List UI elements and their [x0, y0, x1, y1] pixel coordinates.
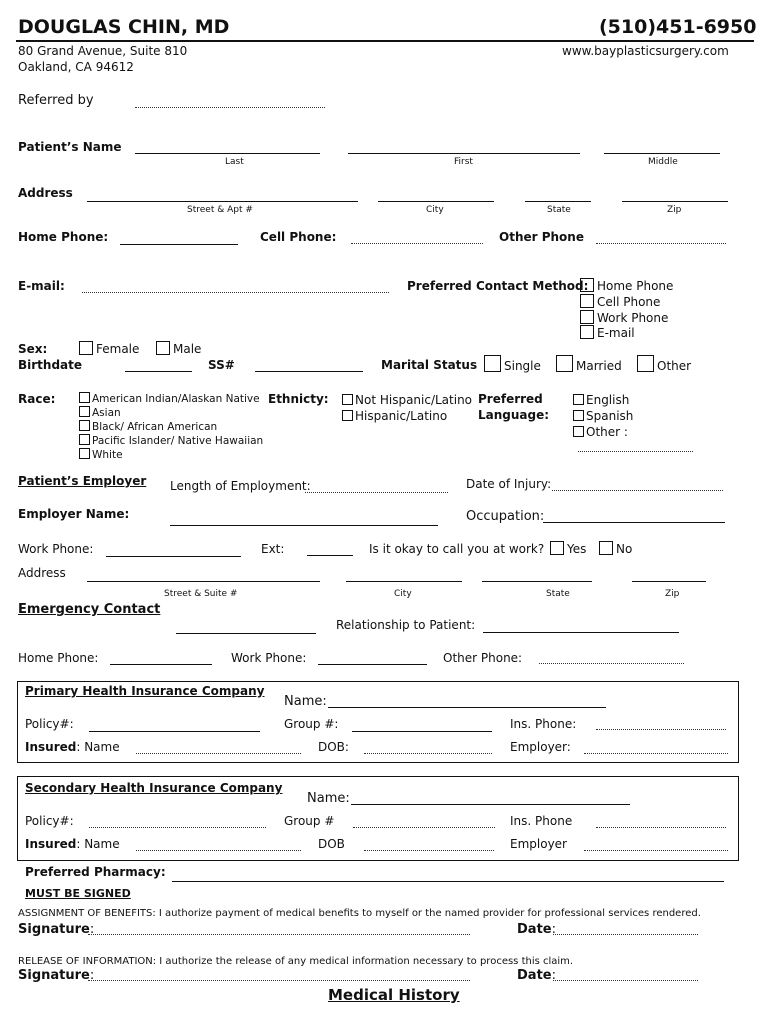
date-2-field[interactable] [553, 980, 698, 981]
secondary-dob-field[interactable] [364, 850, 494, 851]
checkbox-icon[interactable] [573, 426, 584, 437]
zip-field[interactable] [622, 201, 728, 202]
first-name-field[interactable] [348, 153, 580, 154]
marital-other-option[interactable]: Other [637, 355, 691, 373]
contact-option-work[interactable]: Work Phone [580, 310, 668, 325]
emergency-work-phone-field[interactable] [318, 664, 427, 665]
home-phone-field[interactable] [120, 244, 238, 245]
primary-dob-label: DOB: [318, 740, 349, 754]
ssn-label: SS# [208, 358, 235, 372]
primary-name-field[interactable] [328, 707, 606, 708]
checkbox-icon[interactable] [599, 541, 613, 555]
language-option-other[interactable]: Other : [573, 424, 633, 440]
emergency-home-phone-label: Home Phone: [18, 651, 99, 665]
ok-to-call-no[interactable]: No [599, 541, 632, 556]
checkbox-icon[interactable] [580, 278, 594, 292]
emergency-work-phone-label: Work Phone: [231, 651, 307, 665]
secondary-group-field[interactable] [353, 827, 495, 828]
referred-by-label: Referred by [18, 93, 94, 108]
ok-to-call-yes[interactable]: Yes [550, 541, 586, 556]
checkbox-icon[interactable] [573, 394, 584, 405]
checkbox-icon[interactable] [556, 355, 573, 372]
checkbox-icon[interactable] [79, 341, 93, 355]
employer-city-caption: City [394, 589, 412, 599]
state-field[interactable] [525, 201, 591, 202]
employer-city-field[interactable] [346, 581, 462, 582]
release-of-information-text: RELEASE OF INFORMATION: I authorize the release of any medical information necessary to process this claim. [18, 956, 574, 967]
ssn-field[interactable] [255, 371, 363, 372]
relationship-field[interactable] [483, 632, 679, 633]
middle-caption: Middle [648, 157, 678, 167]
other-phone-field[interactable] [596, 243, 726, 244]
primary-employer-field[interactable] [584, 753, 728, 754]
race-label: Race: [18, 392, 56, 406]
emergency-contact-heading: Emergency Contact [18, 602, 161, 617]
employer-state-caption: State [546, 589, 570, 599]
checkbox-icon[interactable] [580, 294, 594, 308]
secondary-group-label: Group # [284, 814, 335, 828]
checkbox-icon[interactable] [342, 394, 353, 405]
occupation-label: Occupation: [466, 509, 545, 524]
contact-option-email[interactable]: E-mail [580, 325, 635, 340]
last-name-field[interactable] [135, 153, 320, 154]
work-phone-label: Work Phone: [18, 542, 94, 556]
ok-to-call-label: Is it okay to call you at work? [369, 542, 545, 556]
race-option-pacific-islander[interactable]: Pacific Islander/ Native Hawaiian [79, 434, 263, 448]
ethnicity-option-not-hispanic[interactable]: Not Hispanic/Latino [342, 392, 472, 408]
primary-ins-phone-field[interactable] [596, 729, 726, 730]
date-of-injury-label: Date of Injury: [466, 477, 552, 491]
primary-policy-field[interactable] [89, 731, 260, 732]
last-caption: Last [225, 157, 244, 167]
race-option-asian[interactable]: Asian [79, 406, 263, 420]
primary-ins-phone-label: Ins. Phone: [510, 717, 577, 731]
doctor-name: DOUGLAS CHIN, MD [18, 16, 230, 38]
checkbox-icon[interactable] [573, 410, 584, 421]
header-rule [16, 40, 754, 42]
checkbox-icon[interactable] [580, 325, 594, 339]
emergency-home-phone-field[interactable] [110, 664, 212, 665]
office-phone: (510)451-6950 [599, 16, 757, 38]
preferred-label: Preferred [478, 392, 543, 406]
email-field[interactable] [82, 292, 389, 293]
middle-name-field[interactable] [604, 153, 720, 154]
ext-label: Ext: [261, 542, 285, 556]
date-2-label: Date: [517, 968, 556, 983]
cell-phone-label: Cell Phone: [260, 230, 337, 244]
street-field[interactable] [87, 201, 358, 202]
date-1-field[interactable] [553, 934, 698, 935]
employer-name-field[interactable] [170, 525, 438, 526]
language-option-spanish[interactable]: Spanish [573, 408, 633, 424]
contact-option-cell[interactable]: Cell Phone [580, 294, 660, 309]
ethnicity-options [342, 392, 472, 424]
checkbox-icon[interactable] [342, 410, 353, 421]
secondary-policy-field[interactable] [89, 827, 266, 828]
secondary-insurance-heading: Secondary Health Insurance Company [25, 781, 283, 795]
office-address-line1: 80 Grand Avenue, Suite 810 [18, 44, 188, 58]
primary-group-field[interactable] [352, 731, 492, 732]
checkbox-icon[interactable] [550, 541, 564, 555]
pharmacy-field[interactable] [172, 881, 724, 882]
referred-by-field[interactable] [135, 107, 325, 108]
checkbox-icon[interactable] [79, 448, 90, 459]
office-address-line2: Oakland, CA 94612 [18, 60, 134, 74]
language-label: Language: [478, 408, 550, 422]
employer-street-caption: Street & Suite # [164, 589, 238, 599]
secondary-insured-label: Insured: Name [25, 837, 120, 851]
primary-policy-label: Policy#: [25, 717, 74, 731]
address-label: Address [18, 186, 73, 200]
secondary-employer-field[interactable] [584, 850, 728, 851]
race-options [79, 392, 263, 462]
ethnicity-option-hispanic[interactable]: Hispanic/Latino [342, 408, 472, 424]
date-of-injury-field[interactable] [552, 490, 723, 491]
birthdate-label: Birthdate [18, 358, 83, 372]
emergency-name-field[interactable] [176, 633, 316, 634]
patient-employer-heading: Patient’s Employer [18, 474, 147, 488]
primary-employer-label: Employer: [510, 740, 571, 754]
employer-name-label: Employer Name: [18, 507, 130, 521]
race-option-black[interactable]: Black/ African American [79, 420, 263, 434]
assignment-of-benefits-text: ASSIGNMENT OF BENEFITS: I authorize payment of medical benefits to myself or the named provider for professional services rendered. [18, 908, 701, 919]
signature-1-label: Signature: [18, 922, 95, 937]
patient-name-label: Patient’s Name [18, 140, 122, 154]
signature-1-field[interactable] [88, 934, 470, 935]
ethnicity-label: Ethnicty: [268, 392, 329, 406]
other-language-field[interactable] [578, 451, 693, 452]
first-caption: First [454, 157, 473, 167]
secondary-ins-phone-label: Ins. Phone [510, 814, 573, 828]
other-phone-label: Other Phone [499, 230, 584, 244]
checkbox-icon[interactable] [156, 341, 170, 355]
employer-street-field[interactable] [87, 581, 320, 582]
emergency-other-phone-field[interactable] [539, 663, 684, 664]
employer-state-field[interactable] [482, 581, 592, 582]
employer-zip-field[interactable] [632, 581, 706, 582]
primary-insured-label: Insured: Name [25, 740, 120, 754]
marital-status-label: Marital Status [381, 358, 478, 372]
city-caption: City [426, 205, 444, 215]
city-field[interactable] [378, 201, 494, 202]
relationship-label: Relationship to Patient: [336, 618, 476, 632]
secondary-ins-phone-field[interactable] [596, 827, 726, 828]
work-phone-field[interactable] [106, 556, 241, 557]
secondary-policy-label: Policy#: [25, 814, 74, 828]
secondary-dob-label: DOB [318, 837, 345, 851]
sex-male-option[interactable]: Male [156, 341, 201, 356]
primary-dob-field[interactable] [364, 753, 492, 754]
secondary-name-label: Name: [307, 791, 350, 806]
secondary-name-field[interactable] [351, 804, 630, 805]
marital-married-option[interactable]: Married [556, 355, 622, 373]
emergency-other-phone-label: Other Phone: [443, 651, 523, 665]
secondary-employer-label: Employer [510, 837, 567, 851]
checkbox-icon[interactable] [79, 406, 90, 417]
office-website[interactable]: www.bayplasticsurgery.com [562, 44, 729, 58]
language-options [573, 392, 633, 440]
home-phone-label: Home Phone: [18, 230, 109, 244]
birthdate-field[interactable] [125, 371, 192, 372]
primary-group-label: Group #: [284, 717, 339, 731]
checkbox-icon[interactable] [79, 392, 90, 403]
language-option-english[interactable]: English [573, 392, 633, 408]
marital-single-option[interactable]: Single [484, 355, 541, 373]
ext-field[interactable] [307, 555, 353, 556]
medical-history-heading: Medical History [328, 986, 460, 1004]
contact-option-home[interactable]: Home Phone [580, 278, 673, 293]
sex-female-option[interactable]: Female [79, 341, 139, 356]
checkbox-icon[interactable] [79, 420, 90, 431]
must-be-signed-label: MUST BE SIGNED [25, 887, 131, 900]
zip-caption: Zip [667, 205, 682, 215]
preferred-contact-label: Preferred Contact Method: [407, 279, 589, 293]
sex-label: Sex: [18, 342, 48, 356]
employer-address-label: Address [18, 566, 66, 580]
signature-2-label: Signature: [18, 968, 95, 983]
length-of-employment-label: Length of Employment: [170, 479, 311, 493]
length-of-employment-field[interactable] [305, 492, 448, 493]
state-caption: State [547, 205, 571, 215]
checkbox-icon[interactable] [637, 355, 654, 372]
occupation-field[interactable] [543, 522, 725, 523]
checkbox-icon[interactable] [79, 434, 90, 445]
date-1-label: Date: [517, 922, 556, 937]
race-option-american-indian[interactable]: American Indian/Alaskan Native [79, 392, 263, 406]
street-caption: Street & Apt # [187, 205, 253, 215]
signature-2-field[interactable] [88, 980, 470, 981]
cell-phone-field[interactable] [351, 243, 483, 244]
checkbox-icon[interactable] [484, 355, 501, 372]
race-option-white[interactable]: White [79, 448, 263, 462]
primary-insurance-heading: Primary Health Insurance Company [25, 684, 265, 698]
employer-zip-caption: Zip [665, 589, 680, 599]
pharmacy-label: Preferred Pharmacy: [25, 865, 166, 879]
primary-name-label: Name: [284, 694, 327, 709]
email-label: E-mail: [18, 279, 65, 293]
primary-insured-name-field[interactable] [136, 753, 301, 754]
secondary-insured-name-field[interactable] [136, 850, 301, 851]
checkbox-icon[interactable] [580, 310, 594, 324]
